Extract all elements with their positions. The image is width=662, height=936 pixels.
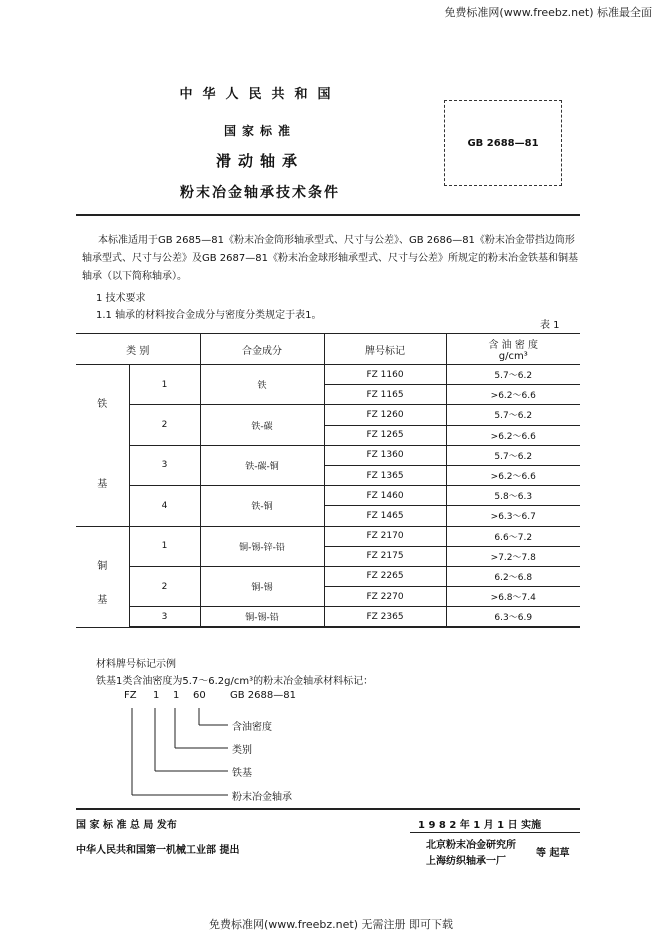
alloy-cell: 铁-碳-铜 bbox=[200, 445, 324, 485]
watermark-bottom: 免费标准网(www.freebz.net) 无需注册 即可下载 bbox=[208, 918, 454, 931]
issuer: 国 家 标 准 总 局 发布 bbox=[76, 820, 177, 831]
group-iron: 铁 基 bbox=[76, 365, 129, 527]
alloy-cell: 铁 bbox=[200, 365, 324, 405]
density-cell: 5.7～6.2 bbox=[446, 365, 580, 385]
clause-text: 1.1 轴承的材料按合金成分与密度分类规定于表1。 bbox=[96, 310, 322, 321]
page-title: 滑动轴承 bbox=[215, 152, 304, 170]
code-part-prefix: FZ bbox=[124, 690, 137, 701]
grade-cell: FZ 2175 bbox=[324, 546, 446, 566]
code-part-class: 1 bbox=[173, 690, 180, 701]
density-cell: >6.3～6.7 bbox=[446, 506, 580, 526]
grade-cell: FZ 2265 bbox=[324, 566, 446, 586]
intro-paragraph: 本标准适用于GB 2685—81《粉末冶金筒形轴承型式、尺寸与公差》、GB 2686—81《粉末冶金带挡边筒形轴承型式、尺寸与公差》及GB 2687—81《粉末冶金球形轴承型式、尺寸与公差》所规定的粉末冶金铁基和铜基轴承（以下简称轴承）。 bbox=[82, 235, 578, 282]
page-subtitle: 粉末冶金轴承技术条件 bbox=[180, 185, 340, 201]
drafter-suffix: 等 起草 bbox=[536, 848, 570, 859]
class-no: 3 bbox=[129, 607, 200, 628]
material-table bbox=[76, 333, 580, 628]
grade-cell: FZ 1360 bbox=[324, 445, 446, 465]
effective-date: 1 9 8 2 年 1 月 1 日 实施 bbox=[418, 820, 542, 831]
density-cell: >6.2～6.6 bbox=[446, 465, 580, 485]
density-cell: 5.7～6.2 bbox=[446, 445, 580, 465]
date-underline bbox=[410, 832, 580, 833]
header-divider bbox=[76, 214, 580, 216]
section-heading: 1 技术要求 bbox=[96, 293, 146, 304]
grade-cell: FZ 1460 bbox=[324, 486, 446, 506]
label-material: 粉末冶金轴承 bbox=[232, 792, 292, 803]
label-density: 含油密度 bbox=[232, 722, 272, 733]
drafter-1: 北京粉末冶金研究所 bbox=[426, 840, 516, 851]
density-cell: 6.3～6.9 bbox=[446, 607, 580, 628]
class-no: 2 bbox=[129, 566, 200, 606]
example-title: 材料牌号标记示例 bbox=[96, 659, 176, 670]
grade-cell: FZ 2270 bbox=[324, 587, 446, 607]
code-part-group: 1 bbox=[153, 690, 160, 701]
label-group: 铁基 bbox=[232, 768, 252, 779]
grade-cell: FZ 2170 bbox=[324, 526, 446, 546]
grade-cell: FZ 2365 bbox=[324, 607, 446, 628]
alloy-cell: 铁-铜 bbox=[200, 486, 324, 526]
footer-divider bbox=[76, 808, 580, 810]
density-cell: 5.8～6.3 bbox=[446, 486, 580, 506]
header-alloy: 合金成分 bbox=[200, 334, 324, 365]
country-name: 中华人民共和国 bbox=[179, 87, 341, 102]
class-no: 2 bbox=[129, 405, 200, 445]
grade-cell: FZ 1465 bbox=[324, 506, 446, 526]
grade-cell: FZ 1165 bbox=[324, 385, 446, 405]
density-cell: >6.8～7.4 bbox=[446, 587, 580, 607]
group-copper: 铜 基 bbox=[76, 526, 129, 627]
class-no: 4 bbox=[129, 486, 200, 526]
example-description: 铁基1类含油密度为5.7～6.2g/cm³的粉末冶金轴承材料标记： bbox=[96, 676, 374, 687]
class-no: 1 bbox=[129, 526, 200, 566]
density-cell: >6.2～6.6 bbox=[446, 425, 580, 445]
alloy-cell: 铜-锡-铅 bbox=[200, 607, 324, 628]
class-no: 1 bbox=[129, 365, 200, 405]
density-cell: 5.7～6.2 bbox=[446, 405, 580, 425]
density-cell: 6.2～6.8 bbox=[446, 566, 580, 586]
alloy-cell: 铜-锡-锌-铅 bbox=[200, 526, 324, 566]
code-leader-lines bbox=[110, 700, 250, 800]
header-category: 类 别 bbox=[76, 334, 200, 365]
drafter-2: 上海纺织轴承一厂 bbox=[426, 856, 506, 867]
watermark-top: 免费标准网(www.freebz.net) 标准最全面 bbox=[444, 6, 652, 19]
grade-cell: FZ 1365 bbox=[324, 465, 446, 485]
code-part-standard: GB 2688—81 bbox=[230, 690, 296, 701]
table-label: 表 1 bbox=[540, 320, 560, 331]
grade-cell: FZ 1265 bbox=[324, 425, 446, 445]
density-cell: 6.6～7.2 bbox=[446, 526, 580, 546]
density-cell: >7.2～7.8 bbox=[446, 546, 580, 566]
standard-code: GB 2688—81 bbox=[467, 138, 539, 149]
label-class: 类别 bbox=[232, 745, 252, 756]
class-no: 3 bbox=[129, 445, 200, 485]
density-cell: >6.2～6.6 bbox=[446, 385, 580, 405]
header-grade: 牌号标记 bbox=[324, 334, 446, 365]
grade-cell: FZ 1260 bbox=[324, 405, 446, 425]
alloy-cell: 铜-锡 bbox=[200, 566, 324, 606]
alloy-cell: 铁-碳 bbox=[200, 405, 324, 445]
grade-cell: FZ 1160 bbox=[324, 365, 446, 385]
proposer: 中华人民共和国第一机械工业部 提出 bbox=[76, 845, 240, 856]
header-density: 含 油 密 度 g/cm³ bbox=[446, 334, 580, 365]
standard-code-box bbox=[444, 100, 562, 186]
standard-type: 国家标准 bbox=[223, 124, 296, 138]
code-part-density: 60 bbox=[193, 690, 206, 701]
